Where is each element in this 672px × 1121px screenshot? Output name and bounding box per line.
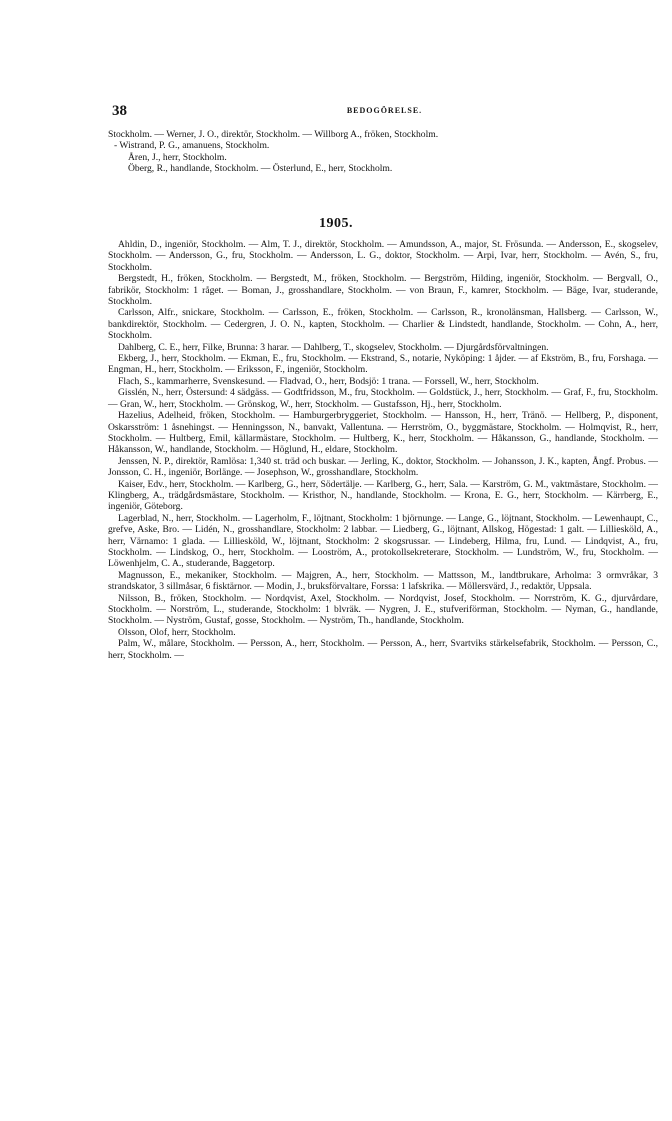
page-header bbox=[112, 103, 657, 119]
paragraph-c: Carlsson, Alfr., snickare, Stockholm. — Carlsson, E., fröken, Stockholm. — Carlsson, R., kronolänsman, Hallsberg. — Carlsson, W., bankdirektör, Stockholm. — Cedergren, J. O. N., kapten, Stockholm. — Charlier & Lindstedt, handlande, Stockholm. — Cohn, A., herr, Stockholm. bbox=[108, 307, 658, 342]
text-line: Åren, J., herr, Stockholm. bbox=[128, 151, 227, 163]
paragraph-f: Flach, S., kammarherre, Svenskesund. — Fladvad, O., herr, Bodsjö: 1 trana. — Forssell, W., herr, Stockholm. bbox=[118, 375, 539, 387]
paragraph-o: Olsson, Olof, herr, Stockholm. bbox=[118, 626, 236, 638]
paragraph-g: Gisslén, N., herr, Östersund: 4 sädgäss. — Godtfridsson, M., fru, Stockholm. — Goldstück, J., herr, Stockholm. — Graf, F., fru, Stockholm. — Gran, W., herr, Stockholm. — Grönskog, W., herr, Stockholm. — Gustafsson, Hj., herr, Stockholm. bbox=[108, 387, 658, 410]
running-head: BEDOGÖRELSE. bbox=[346, 106, 423, 115]
paragraph-h: Hazelius, Adelheid, fröken, Stockholm. — Hamburgerbryggeriet, Stockholm. — Hansson, H., herr, Tränö. — Hellberg, P., disponent, Oskarsström: 1 åsnehingst. — Henningsson, N., banvakt, Vallentuna. — Herrström, O., byggmästare, Stockholm. — Holmqvist, R., herr, Stockholm. — Hultberg, Emil, källarmästare, Stockholm. — Hultberg, K., herr, Stockholm. — Håkansson, G., handlande, Stockholm. — Håkansson, W., handlande, Stockholm. — Höglund, H., eldare, Stockholm. bbox=[108, 410, 658, 456]
text-line: - Wistrand, P. G., amanuens, Stockholm. bbox=[114, 140, 270, 152]
donor-list bbox=[108, 239, 658, 661]
paragraph-b: Bergstedt, H., fröken, Stockholm. — Bergstedt, M., fröken, Stockholm. — Bergström, Hilding, ingeniör, Stockholm. — Bergvall, O., fabrikör, Stockholm: 1 råget. — Boman, J., grosshandlare, Stockholm. — von Braun, F., kamrer, Stockholm. — Bäge, Ivar, studerande, Stockholm. bbox=[108, 273, 658, 308]
paragraph-k: Kaiser, Edv., herr, Stockholm. — Karlberg, G., herr, Södertälje. — Karlberg, G., herr, Sala. — Karström, G. M., vaktmästare, Stockholm. — Klingberg, A., trädgårdsmästare, Stockholm. — Kristhor, N., handlande, Stockholm. — Krona, E. G., herr, Stockholm. — Kärrberg, E., ingeniör, Göteborg. bbox=[108, 478, 658, 513]
paragraph-d: Dahlberg, C. E., herr, Filke, Brunna: 3 harar. — Dahlberg, T., skogselev, Stockholm. — Djurgårdsförvaltningen. bbox=[118, 341, 549, 353]
paragraph-p: Palm, W., målare, Stockholm. — Persson, A., herr, Stockholm. — Persson, A., herr, Svartviks stärkelsefabrik, Stockholm. — Persson, C., herr, Stockholm. — bbox=[108, 638, 658, 661]
paragraph-a: Ahldin, D., ingeniör, Stockholm. — Alm, T. J., direktör, Stockholm. — Amundsson, A., major, St. Frösunda. — Andersson, E., skogselev, Stockholm. — Andersson, G., fru, Stockholm. — Andersson, L. G., doktor, Stockholm. — Arpi, Ivar, herr, Stockholm. — Avén, S., fru, Stockholm. bbox=[108, 239, 658, 273]
paragraph-j: Jenssen, N. P., direktör, Ramlösa: 1,340 st. träd och buskar. — Jerling, K., doktor, Stockholm. — Johansson, J. K., kapten, Ångf. Probus. — Jonsson, C. H., ingeniör, Borlänge. — Josephson, W., grosshandlare, Stockholm. bbox=[108, 455, 658, 479]
continuation-block bbox=[108, 129, 658, 175]
paragraph-m: Magnusson, E., mekaniker, Stockholm. — Majgren, A., herr, Stockholm. — Mattsson, M., landtbrukare, Arholma: 3 ormvråkar, 3 strandskator, 3 sillmåsar, 6 fisktärnor. — Modin, J., bruksförvaltare, Forssa: 1 lafskrika. — Möllersvärd, J., redaktör, Uppsala. bbox=[108, 569, 658, 593]
text-line: Stockholm. — Werner, J. O., direktör, Stockholm. — Willborg A., fröken, Stockholm. bbox=[108, 129, 439, 140]
paragraph-l: Lagerblad, N., herr, Stockholm. — Lagerholm, F., löjtnant, Stockholm: 1 björnunge. — Lange, G., löjtnant, Stockholm. — Lewenhaupt, C., grefve, Aske, Bro. — Lidén, N., grosshandlare, Stockholm: 2 labbar. — Liedberg, G., löjtnant, Allskog, Högestad: 1 galt. — Lilliesköld, A., herr, Värnamo: 1 glada. — Lilliesköld, W., löjtnant, Stockholm: 2 skogsrussar. — Lindeberg, Hilma, fru, Lund. — Lindqvist, A., fru, Stockholm. — Lindskog, O., herr, Stockholm. — Looström, A., protokollsekreterare, Stockholm. — Lundström, W., fru, Stockholm. — Löwenhjelm, C. A., studerande, Baggetorp. bbox=[108, 512, 658, 570]
paragraph-n: Nilsson, B., fröken, Stockholm. — Nordqvist, Axel, Stockholm. — Nordqvist, Josef, Stockholm. — Norrström, K. G., djurvårdare, Stockholm. — Norström, L., studerande, Stockholm: 1 blvräk. — Nygren, J. E., stufveriförman, Stockholm. — Nyman, G., handlande, Stockholm. — Nyström, Gustaf, gosse, Stockholm. — Nyström, Th., handlande, Stockholm. bbox=[108, 592, 658, 627]
text-line: Öberg, R., handlande, Stockholm. — Österlund, E., herr, Stockholm. bbox=[128, 163, 393, 175]
paragraph-e: Ekberg, J., herr, Stockholm. — Ekman, E., fru, Stockholm. — Ekstrand, S., notarie, Nyköping: 1 åjder. — af Ekström, B., fru, Forshaga. — Engman, H., herr, Stockholm. — Eriksson, F., ingeniör, Stockholm. bbox=[108, 353, 658, 376]
page-number: 38 bbox=[112, 103, 127, 119]
year-heading: 1905. bbox=[319, 216, 353, 231]
